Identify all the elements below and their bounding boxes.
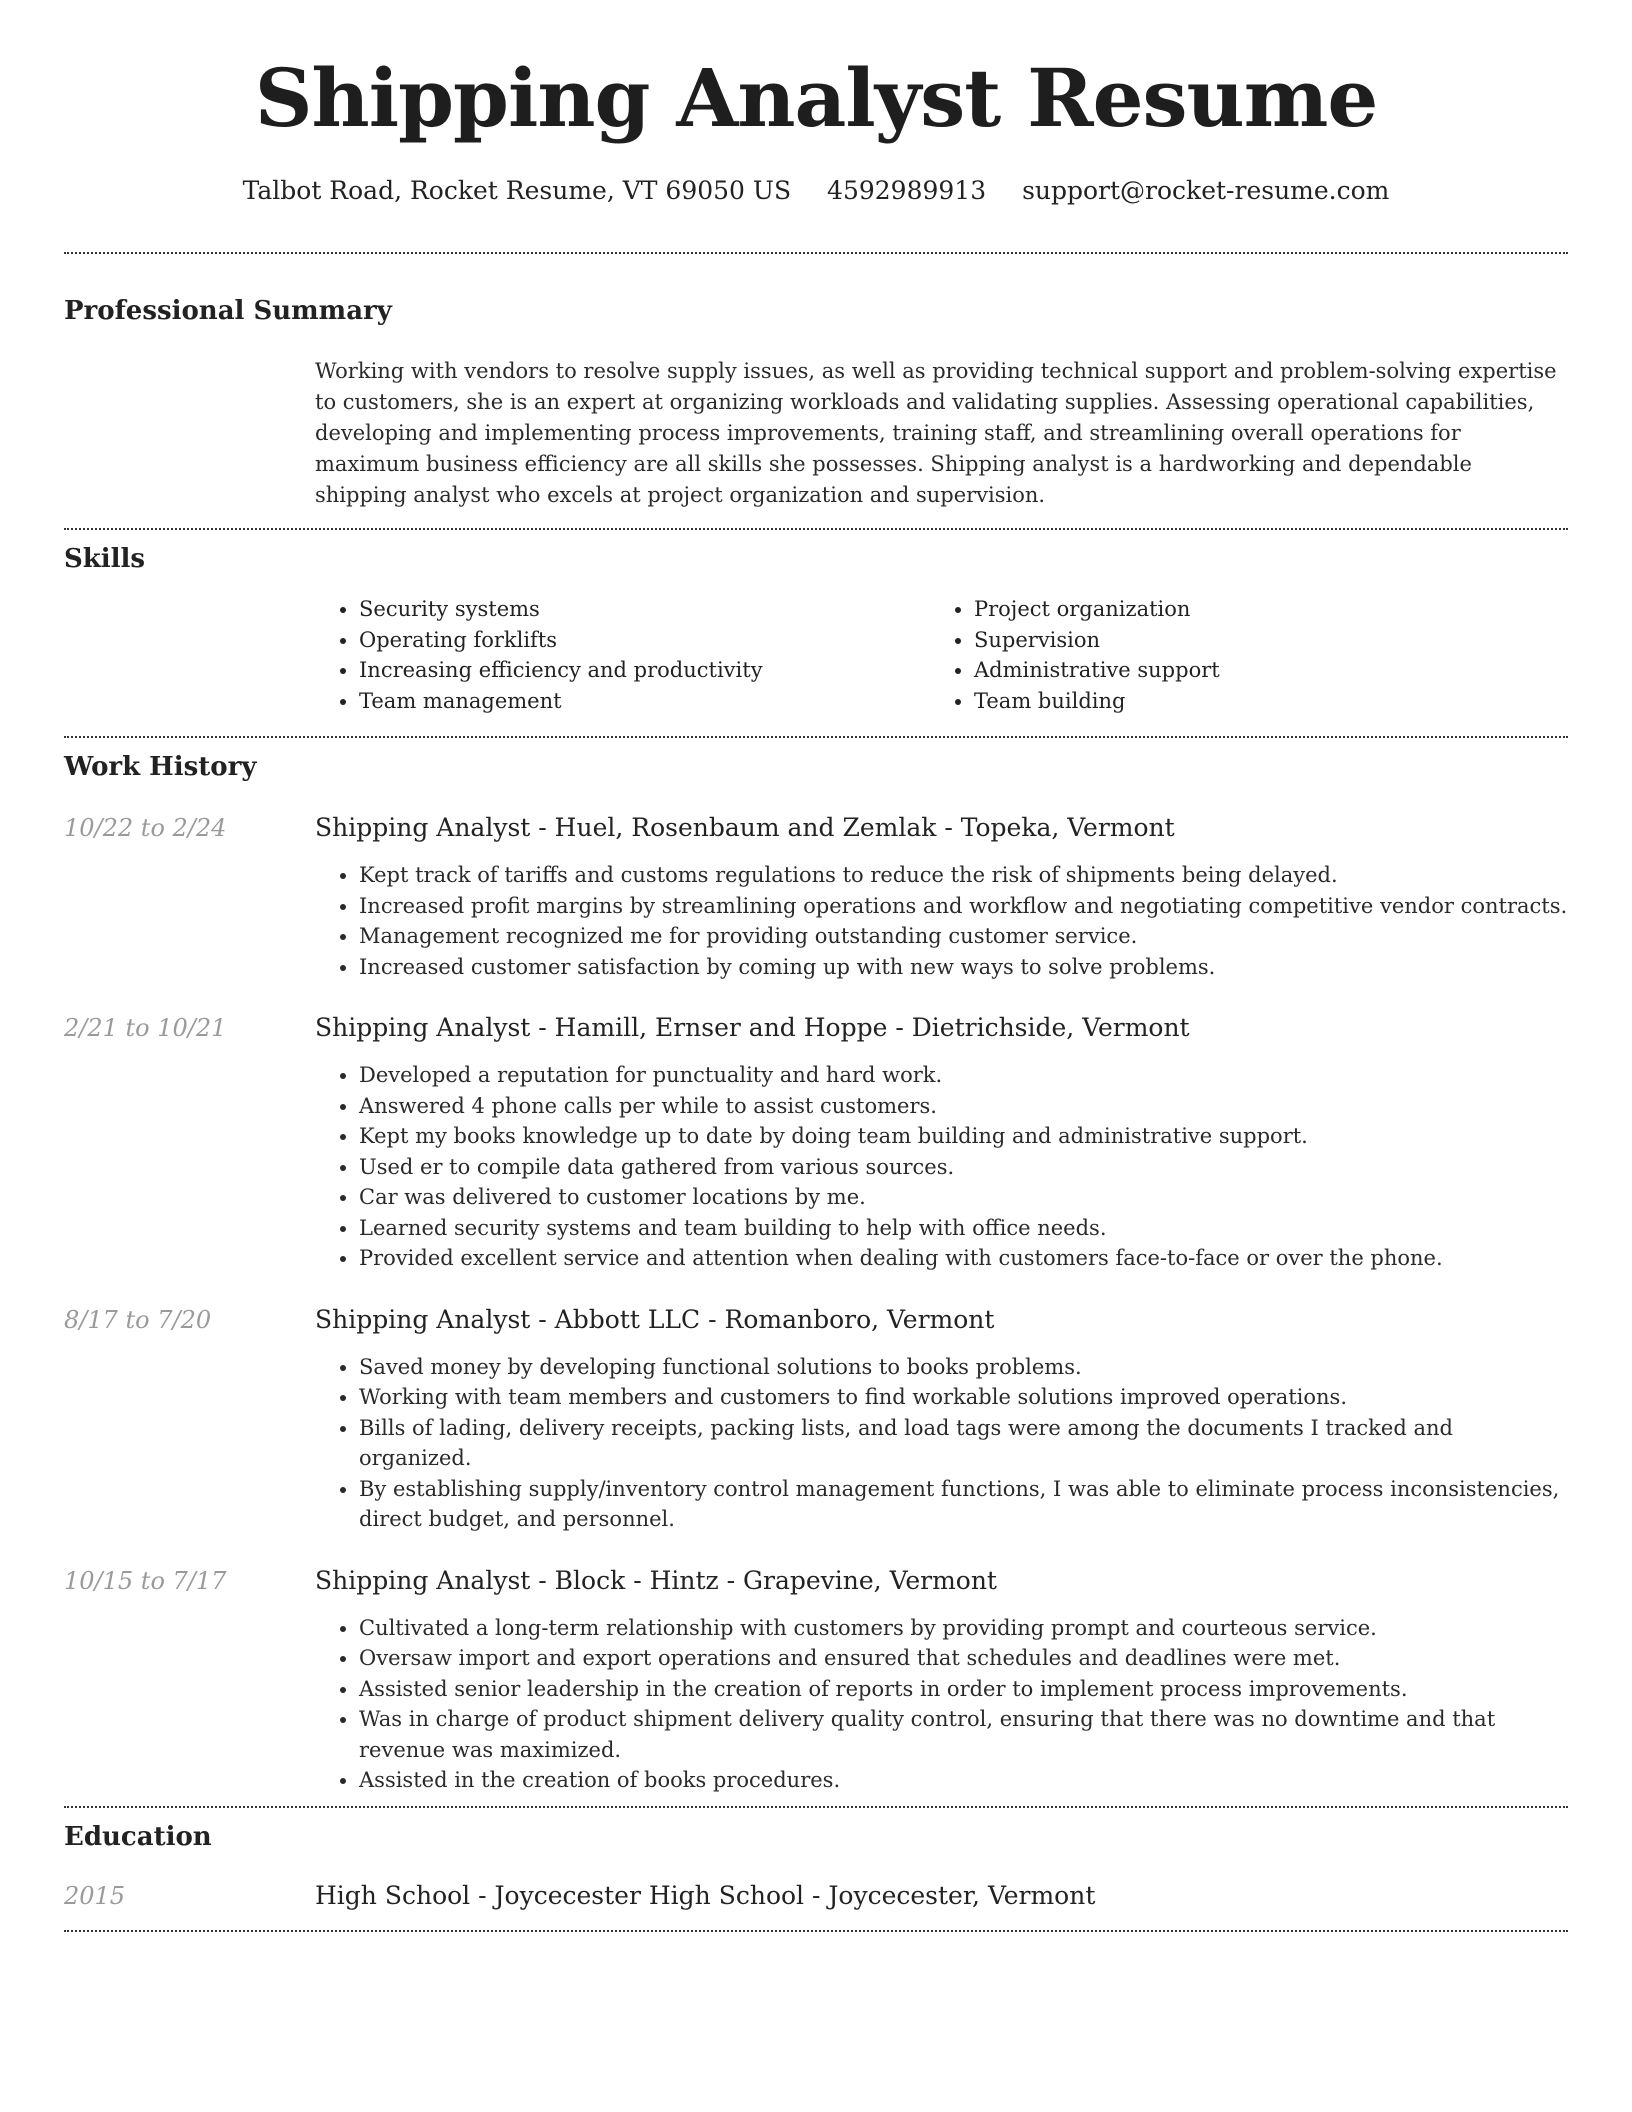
education-heading: Education — [64, 1821, 212, 1852]
job-bullet: • Provided excellent service and attention when dealing with customers face-to-face or over the phone. — [359, 1243, 1568, 1274]
job-dates: 10/15 to 7/17 — [64, 1566, 227, 1595]
skills-list-right — [930, 594, 1545, 716]
job-bullet: • Bills of lading, delivery receipts, packing lists, and load tags were among the documents I tracked and organized. — [359, 1413, 1568, 1474]
job-header: Shipping Analyst - Huel, Rosenbaum and Zemlak - Topeka, Vermont — [315, 813, 1175, 842]
contact-address: Talbot Road, Rocket Resume, VT 69050 US — [242, 176, 792, 205]
job-bullet: • Learned security systems and team building to help with office needs. — [359, 1213, 1568, 1244]
job-bullet: • Car was delivered to customer locations by me. — [359, 1182, 1568, 1213]
resume-title: Shipping Analyst Resume — [254, 51, 1378, 145]
job-header: Shipping Analyst - Block - Hintz - Grapevine, Vermont — [315, 1565, 997, 1595]
skills-divider — [64, 736, 1568, 738]
contact-email: support@rocket-resume.com — [1022, 176, 1390, 205]
job-bullet: • Kept track of tariffs and customs regulations to reduce the risk of shipments being delayed. — [359, 860, 1568, 891]
education-year: 2015 — [64, 1881, 126, 1910]
skills-list-left — [315, 594, 930, 716]
job-bullet: • Assisted senior leadership in the creation of reports in order to implement process improvements. — [359, 1674, 1568, 1705]
job-bullets — [315, 860, 1568, 982]
job-bullet: • Increased profit margins by streamlining operations and workflow and negotiating competitive vendor contracts. — [359, 891, 1568, 922]
job-bullets — [315, 1060, 1568, 1274]
job-bullet: • Cultivated a long-term relationship with customers by providing prompt and courteous service. — [359, 1613, 1568, 1644]
skill-item: • Administrative support — [974, 655, 1545, 686]
job-bullet: • Answered 4 phone calls per while to assist customers. — [359, 1091, 1568, 1122]
job-entry — [64, 1565, 1568, 1796]
skill-item: • Increasing efficiency and productivity — [359, 655, 930, 686]
job-bullet: • Oversaw import and export operations and ensured that schedules and deadlines were met. — [359, 1643, 1568, 1674]
job-header: Shipping Analyst - Hamill, Ernser and Hoppe - Dietrichside, Vermont — [315, 1013, 1190, 1042]
work-divider — [64, 1806, 1568, 1808]
skill-item: • Security systems — [359, 594, 930, 625]
job-bullet: • Saved money by developing functional solutions to books problems. — [359, 1352, 1568, 1383]
job-entry — [64, 812, 1568, 982]
skills-grid — [315, 594, 1568, 716]
skill-item: • Team management — [359, 686, 930, 717]
job-bullet: • By establishing supply/inventory control management functions, I was able to eliminate process inconsistencies, direct budget, and personnel. — [359, 1474, 1568, 1535]
skill-item: • Team building — [974, 686, 1545, 717]
job-bullets — [315, 1352, 1568, 1535]
job-dates: 10/22 to 2/24 — [64, 814, 227, 842]
contact-phone: 4592989913 — [827, 176, 987, 205]
job-dates: 8/17 to 7/20 — [64, 1305, 212, 1334]
job-bullet: • Kept my books knowledge up to date by doing team building and administrative support. — [359, 1121, 1568, 1152]
job-entry — [64, 1012, 1568, 1274]
summary-text: Working with vendors to resolve supply issues, as well as providing technical support and problem-solving expertise to customers, she is an expert at organizing workloads and validating supplies. Assessing operational capabilities, developing and implementing process improvements, training staff, and streamlining overall operations for maximum business efficiency are all skills she possesses. Shipping analyst is a hardworking and dependable shipping analyst who excels at project organization and supervision. — [315, 359, 1557, 507]
skill-item: • Project organization — [974, 594, 1545, 625]
job-bullet: • Assisted in the creation of books procedures. — [359, 1765, 1568, 1796]
summary-heading: Professional Summary — [64, 296, 392, 326]
job-bullet: • Developed a reputation for punctuality and hard work. — [359, 1060, 1568, 1091]
job-bullet: • Increased customer satisfaction by coming up with new ways to solve problems. — [359, 952, 1568, 983]
skill-item: • Supervision — [974, 625, 1545, 656]
header-divider — [64, 252, 1568, 254]
skill-item: • Operating forklifts — [359, 625, 930, 656]
job-bullet: • Used er to compile data gathered from various sources. — [359, 1152, 1568, 1183]
summary-divider — [64, 528, 1568, 530]
work-history-heading: Work History — [64, 752, 257, 782]
job-header: Shipping Analyst - Abbott LLC - Romanboro, Vermont — [315, 1304, 995, 1334]
contact-line — [64, 176, 1568, 216]
job-bullets — [315, 1613, 1568, 1796]
education-entry — [64, 1880, 1568, 1912]
job-bullet: • Was in charge of product shipment delivery quality control, ensuring that there was no downtime and that revenue was maximized. — [359, 1704, 1568, 1765]
job-entry — [64, 1304, 1568, 1535]
job-bullet: • Working with team members and customers to find workable solutions improved operations. — [359, 1382, 1568, 1413]
job-bullet: • Management recognized me for providing outstanding customer service. — [359, 921, 1568, 952]
education-detail: High School - Joycecester High School - Joycecester, Vermont — [315, 1880, 1096, 1910]
skills-heading: Skills — [64, 544, 146, 574]
education-divider — [64, 1930, 1568, 1932]
job-dates: 2/21 to 10/21 — [64, 1014, 227, 1042]
